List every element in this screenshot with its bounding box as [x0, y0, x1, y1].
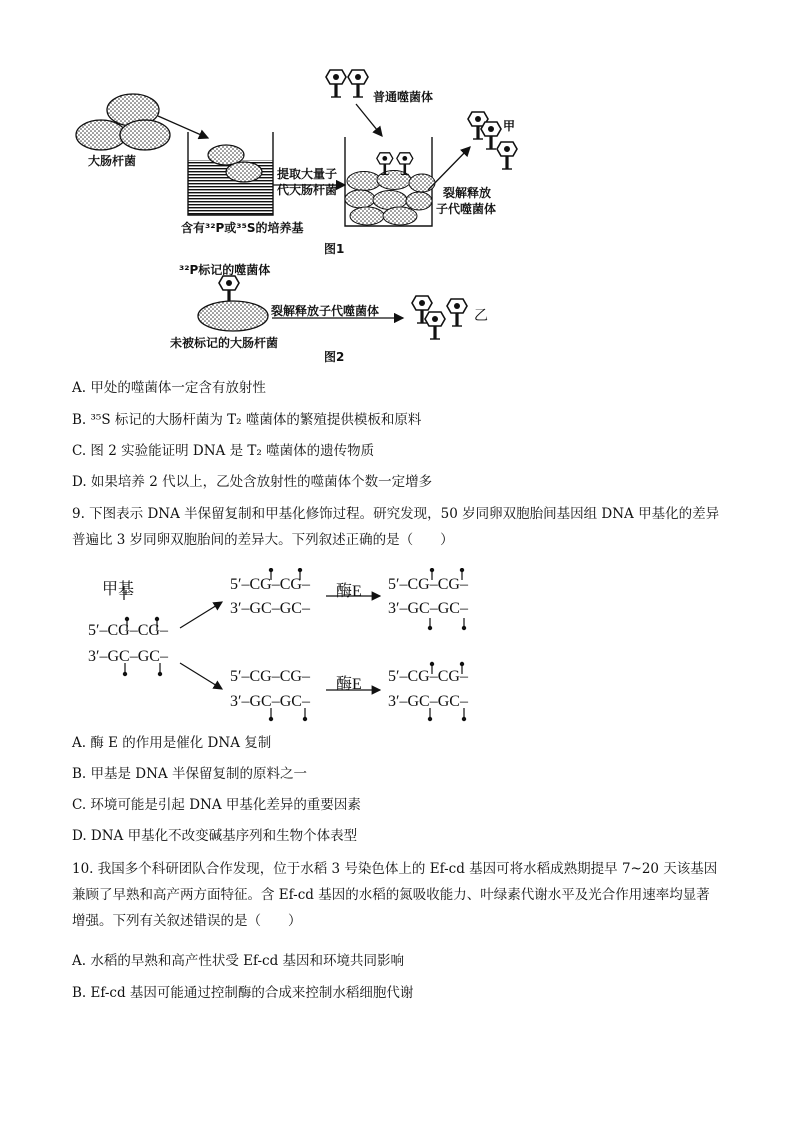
q8-option-b: B. ³⁵S 标记的大肠杆菌为 T₂ 噬菌体的繁殖提供模板和原料 [72, 412, 422, 428]
extract-label-line2: 代大肠杆菌 [277, 183, 338, 197]
ecoli-cluster [76, 94, 170, 150]
jia-label: 甲 [503, 119, 516, 133]
unlabeled-ecoli-label: 未被标记的大肠杆菌 [170, 336, 279, 350]
daughter1-top-strand: 5′–CG–CG– [230, 576, 310, 593]
figure2-caption: 图2 [324, 350, 345, 364]
unlabeled-ecoli [198, 301, 268, 331]
q8-option-d: D. 如果培养 2 代以上，乙处含放射性的噬菌体个数一定增多 [72, 474, 433, 490]
product1-bottom-strand: 3′–GC–GC– [388, 600, 468, 617]
q9-stem: 9. 下图表示 DNA 半保留复制和甲基化修饰过程。研究发现，50 岁同卵双胞胎间基因组 DNA 甲基化的差异普遍比 3 岁同卵双胞胎间的差异大。下列叙述正确的是（ ） [72, 506, 720, 548]
medium-label: 含有³²P或³⁵S的培养基 [181, 221, 304, 235]
q10-option-a: A. 水稻的早熟和高产性状受 Ef-cd 基因和环境共同影响 [72, 953, 405, 969]
labeled-phage-label: ³²P标记的噬菌体 [179, 263, 271, 277]
extract-label-line1: 提取大量子 [277, 167, 338, 181]
enzyme-e-label-1: 酶E [336, 583, 362, 600]
q10-stem: 10. 我国多个科研团队合作发现，位于水稻 3 号染色体上的 Ef-cd 基因可将水稻成熟期提早 7~20 天该基因兼顾了早熟和高产两方面特征。含 Ef-cd 基因的水稻的氮吸收能力、叶绿素代谢水平及光合作用速率均显著增强。下列有关叙述错误的是（ ） [72, 861, 718, 929]
labeled-phage [219, 276, 239, 303]
parent-top-strand: 5′–CG–CG– [88, 622, 168, 639]
q9-option-a: A. 酶 E 的作用是催化 DNA 复制 [72, 735, 272, 751]
ecoli-label: 大肠杆菌 [88, 154, 137, 168]
daughter1-bottom-strand: 3′–GC–GC– [230, 600, 310, 617]
figure1-caption: 图1 [324, 242, 345, 256]
enzyme-e-label-2: 酶E [336, 676, 362, 693]
culture-beaker [188, 132, 273, 215]
product2-top-strand: 5′–CG–CG– [388, 668, 468, 685]
lyse-label-line2: 子代噬菌体 [436, 202, 497, 216]
q8-option-c: C. 图 2 实验能证明 DNA 是 T₂ 噬菌体的遗传物质 [72, 443, 375, 459]
q9-option-b: B. 甲基是 DNA 半保留复制的原料之一 [72, 766, 307, 782]
q9-option-d: D. DNA 甲基化不改变碱基序列和生物个体表型 [72, 828, 358, 844]
daughter2-bottom-strand: 3′–GC–GC– [230, 693, 310, 710]
lyse-label-line1: 裂解释放 [443, 186, 492, 200]
q10-option-b: B. Ef-cd 基因可能通过控制酶的合成来控制水稻细胞代谢 [72, 985, 414, 1001]
yi-label: 乙 [474, 308, 488, 324]
q9-option-c: C. 环境可能是引起 DNA 甲基化差异的重要因素 [72, 797, 361, 813]
product1-top-strand: 5′–CG–CG– [388, 576, 468, 593]
offspring-phages-yi [412, 296, 467, 339]
product2-bottom-strand: 3′–GC–GC– [388, 693, 468, 710]
figure-1-2-diagram [0, 0, 794, 370]
parent-bottom-strand: 3′–GC–GC– [88, 648, 168, 665]
lyse-label-fig2: 裂解释放子代噬菌体 [271, 304, 380, 318]
infection-beaker [345, 137, 435, 226]
methyl-label: 甲基 [102, 581, 135, 598]
ordinary-phages [326, 70, 368, 97]
phage-label: 普通噬菌体 [373, 90, 434, 104]
daughter2-top-strand: 5′–CG–CG– [230, 668, 310, 685]
q8-option-a: A. 甲处的噬菌体一定含有放射性 [72, 380, 266, 396]
